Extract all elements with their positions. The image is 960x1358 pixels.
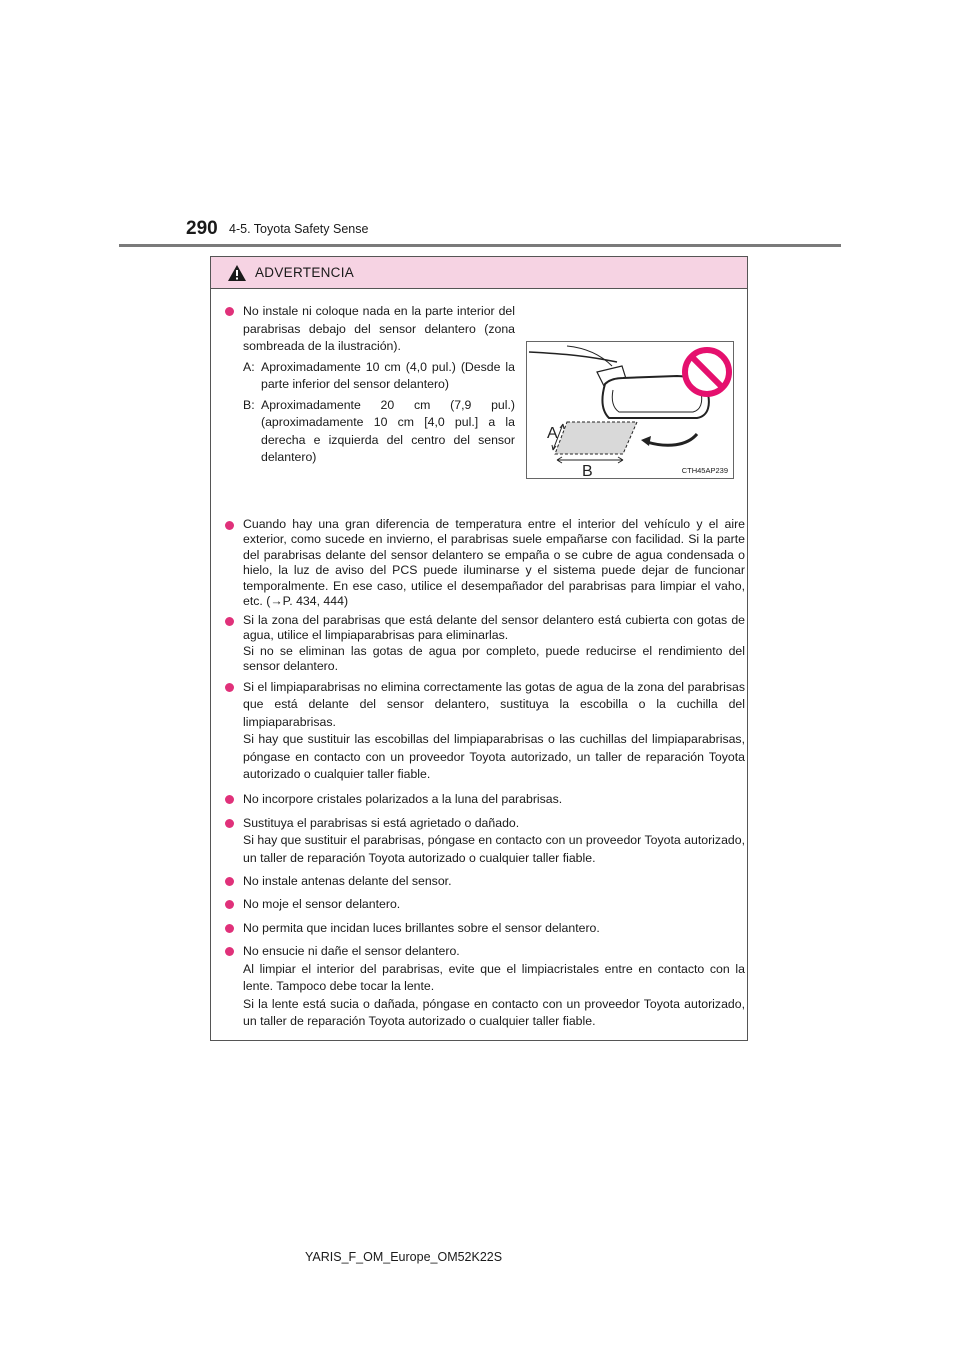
item-text: No instale antenas delante del sensor.	[243, 874, 452, 888]
item-text: Cuando hay una gran diferencia de temperatura entre el interior del vehículo y el aire exterior, como sucede en invierno, el parabrisas suele empañarse con facilidad. Si la parte del parabrisas delante del sensor delantero se empaña o se cubre de agua condensada o hielo, la luz de aviso del PCS puede iluminarse y el sistema puede dejar de funcionar temporalmente. En ese caso, utilice el desempañador del parabrisas para limpiar el vaho, etc. (→P. 434, 444)	[243, 517, 745, 609]
item-text: Si la lente está sucia o dañada, póngase en contacto con un proveedor Toyota autorizado, un taller de reparación Toyota autorizado o cualquier taller fiable.	[243, 996, 745, 1029]
item-text: Sustituya el parabrisas si está agrietado o dañado.	[243, 816, 520, 830]
sub-text: Aproximadamente 20 cm (7,9 pul.) (aproximadamente 10 cm [4,0 pul.] a la derecha e izquierda del centro del sensor delantero)	[261, 397, 515, 464]
item-text: No incorpore cristales polarizados a la luna del parabrisas.	[243, 792, 563, 806]
bullet-icon	[225, 819, 234, 828]
bullet-icon	[225, 683, 234, 692]
illustration-drawing	[527, 342, 733, 478]
item-text: No permita que incidan luces brillantes sobre el sensor delantero.	[243, 921, 600, 935]
bullet-icon	[225, 877, 234, 886]
item-text: No instale ni coloque nada en la parte interior del parabrisas debajo del sensor delantero (zona sombreada de la ilustración).	[243, 304, 515, 353]
label-a: A	[547, 425, 558, 442]
warning-title: ADVERTENCIA	[255, 265, 355, 280]
item-text: Si la zona del parabrisas que está delante del sensor delantero está cubierta con gotas de agua, utilice el limpiaparabrisas para eliminarlas.	[243, 613, 745, 643]
list-item	[225, 815, 745, 867]
list-item	[225, 679, 745, 783]
item-text: Si no se eliminan las gotas de agua por completo, puede reducirse el rendimiento del sensor delantero.	[243, 643, 745, 674]
item-text: Si el limpiaparabrisas no elimina correctamente las gotas de agua de la zona del parabrisas que está delante del sensor delantero, sustituya la escobilla o la cuchilla del limpiaparabrisas.	[243, 680, 745, 729]
section-title: 4-5. Toyota Safety Sense	[229, 222, 369, 236]
warning-header	[211, 257, 747, 289]
sub-label: B:	[243, 397, 255, 412]
list-item	[225, 303, 515, 467]
item-text: No moje el sensor delantero.	[243, 897, 401, 911]
bullet-icon	[225, 521, 234, 530]
list-item	[225, 873, 745, 890]
warning-box	[210, 256, 748, 1041]
list-item	[225, 920, 745, 937]
bullet-icon	[225, 900, 234, 909]
bullet-icon	[225, 947, 234, 956]
list-item	[225, 943, 745, 1031]
sub-item-a	[243, 359, 515, 394]
list-item	[225, 613, 745, 675]
list-item	[225, 517, 745, 609]
item-text: Al limpiar el interior del parabrisas, evite que el limpiacristales entre en contacto con la lente. Tampoco debe tocar la lente.	[243, 961, 745, 994]
header-rule	[119, 244, 841, 247]
bullet-icon	[225, 617, 234, 626]
sub-label: A:	[243, 359, 255, 374]
sensor-illustration	[526, 341, 734, 479]
sub-text: Aproximadamente 10 cm (4,0 pul.) (Desde la parte inferior del sensor delantero)	[261, 359, 515, 391]
item-text: Si hay que sustituir el parabrisas, póngase en contacto con un proveedor Toyota autorizado, un taller de reparación Toyota autorizado o cualquier taller fiable.	[243, 833, 745, 865]
list-item	[225, 791, 745, 808]
label-b: B	[582, 463, 593, 478]
item-text: Si hay que sustituir las escobillas del limpiaparabrisas o las cuchillas del limpiaparabrisas, póngase en contacto con un proveedor Toyota autorizado, un taller de reparación Toyota autorizado o cualquier taller fiable.	[243, 732, 745, 782]
figure-code: CTH45AP239	[681, 466, 728, 475]
bullet-icon	[225, 924, 234, 933]
document-code: YARIS_F_OM_Europe_OM52K22S	[305, 1250, 503, 1264]
page-number: 290	[186, 218, 218, 239]
list-item	[225, 896, 745, 913]
warning-icon	[227, 264, 247, 282]
bullet-icon	[225, 795, 234, 804]
sub-item-b	[243, 397, 515, 467]
bullet-icon	[225, 307, 234, 316]
item-text: No ensucie ni dañe el sensor delantero.	[243, 944, 460, 958]
